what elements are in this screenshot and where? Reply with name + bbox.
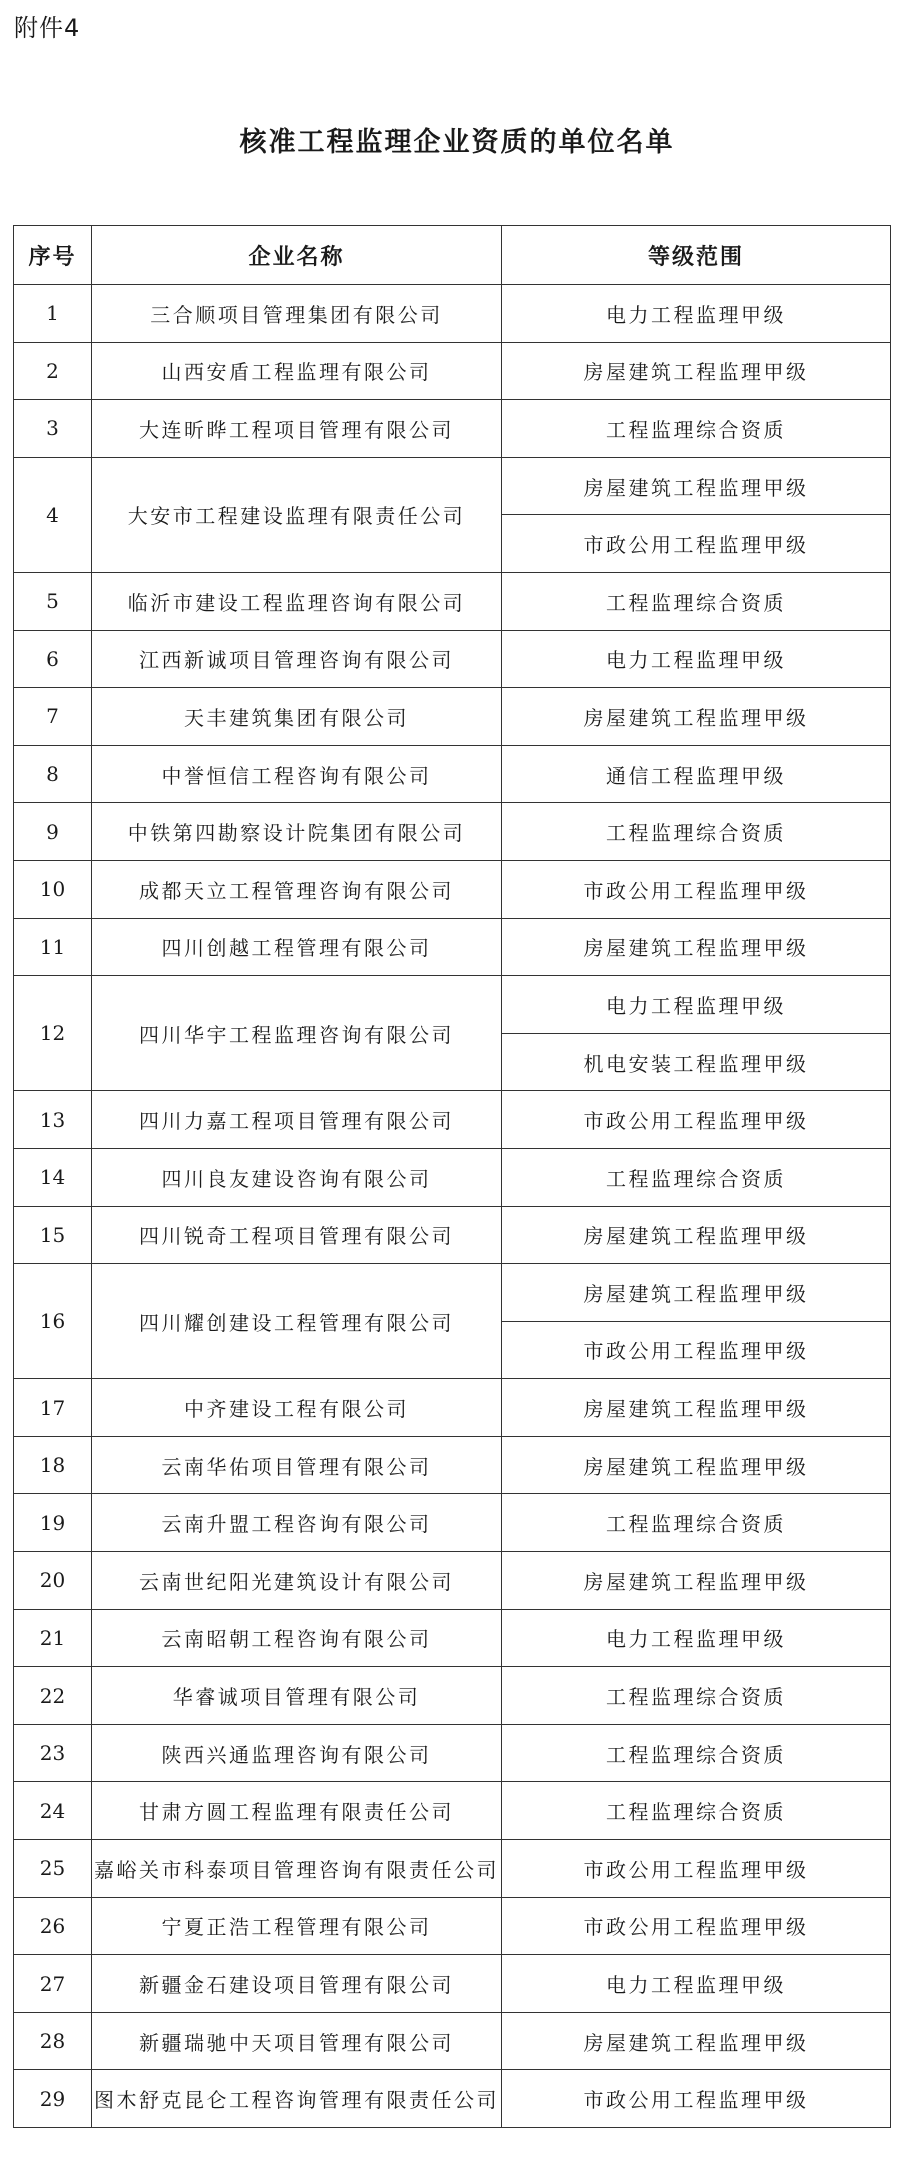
row-seq: 24 [14,1782,92,1840]
document-title: 核准工程监理企业资质的单位名单 [239,127,675,158]
row-scope: 电力工程监理甲级 [502,630,891,688]
table-row [14,630,891,688]
row-company-name: 四川良友建设咨询有限公司 [92,1148,502,1206]
row-company-name: 嘉峪关市科泰项目管理咨询有限责任公司 [92,1840,502,1898]
table-row [14,2070,891,2128]
table-row [14,285,891,343]
row-scope: 工程监理综合资质 [502,400,891,458]
table-body [14,285,891,2128]
row-scope: 市政公用工程监理甲级 [502,1091,891,1149]
row-company-name: 临沂市建设工程监理咨询有限公司 [92,572,502,630]
row-seq: 4 [14,457,92,572]
row-seq: 12 [14,976,92,1091]
row-company-name: 新疆金石建设项目管理有限公司 [92,1955,502,2013]
row-scope: 工程监理综合资质 [502,1494,891,1552]
row-scope: 电力工程监理甲级 [502,976,891,1034]
table-row [14,1206,891,1264]
row-seq: 21 [14,1609,92,1667]
row-seq: 29 [14,2070,92,2128]
row-seq: 2 [14,342,92,400]
row-scope: 房屋建筑工程监理甲级 [502,1264,891,1322]
row-company-name: 三合顺项目管理集团有限公司 [92,285,502,343]
row-scope: 工程监理综合资质 [502,803,891,861]
row-scope: 工程监理综合资质 [502,572,891,630]
header-seq: 序号 [14,226,92,285]
row-company-name: 中齐建设工程有限公司 [92,1379,502,1437]
row-scope: 电力工程监理甲级 [502,285,891,343]
row-seq: 9 [14,803,92,861]
row-scope: 房屋建筑工程监理甲级 [502,1436,891,1494]
table-header-row [14,226,891,285]
row-scope: 市政公用工程监理甲级 [502,860,891,918]
row-scope: 工程监理综合资质 [502,1148,891,1206]
row-scope: 工程监理综合资质 [502,1782,891,1840]
table-row [14,1667,891,1725]
row-scope: 房屋建筑工程监理甲级 [502,1552,891,1610]
row-scope: 房屋建筑工程监理甲级 [502,342,891,400]
row-company-name: 图木舒克昆仑工程咨询管理有限责任公司 [92,2070,502,2128]
table-row [14,803,891,861]
table-row [14,1609,891,1667]
row-seq: 15 [14,1206,92,1264]
table-row [14,1552,891,1610]
row-scope: 电力工程监理甲级 [502,1609,891,1667]
table-row [14,2012,891,2070]
row-company-name: 华睿诚项目管理有限公司 [92,1667,502,1725]
row-seq: 17 [14,1379,92,1437]
header-company-name: 企业名称 [92,226,502,285]
row-scope: 电力工程监理甲级 [502,1955,891,2013]
table-row [14,1724,891,1782]
row-seq: 13 [14,1091,92,1149]
row-company-name: 江西新诚项目管理咨询有限公司 [92,630,502,688]
table-row [14,1436,891,1494]
table-row [14,745,891,803]
table-row [14,572,891,630]
table-row [14,1264,891,1322]
row-scope: 房屋建筑工程监理甲级 [502,457,891,515]
row-company-name: 甘肃方圆工程监理有限责任公司 [92,1782,502,1840]
table-row [14,918,891,976]
row-seq: 16 [14,1264,92,1379]
row-scope: 房屋建筑工程监理甲级 [502,2012,891,2070]
row-company-name: 中铁第四勘察设计院集团有限公司 [92,803,502,861]
row-seq: 22 [14,1667,92,1725]
row-company-name: 四川力嘉工程项目管理有限公司 [92,1091,502,1149]
row-seq: 1 [14,285,92,343]
row-scope: 市政公用工程监理甲级 [502,515,891,573]
row-scope: 市政公用工程监理甲级 [502,1321,891,1379]
row-company-name: 陕西兴通监理咨询有限公司 [92,1724,502,1782]
row-seq: 5 [14,572,92,630]
row-company-name: 新疆瑞驰中天项目管理有限公司 [92,2012,502,2070]
row-seq: 6 [14,630,92,688]
row-seq: 10 [14,860,92,918]
row-company-name: 四川创越工程管理有限公司 [92,918,502,976]
row-company-name: 云南华佑项目管理有限公司 [92,1436,502,1494]
table-row [14,342,891,400]
row-seq: 3 [14,400,92,458]
table-row [14,457,891,515]
table-row [14,688,891,746]
table-row [14,1148,891,1206]
row-company-name: 四川锐奇工程项目管理有限公司 [92,1206,502,1264]
row-scope: 通信工程监理甲级 [502,745,891,803]
table-row [14,1782,891,1840]
row-seq: 14 [14,1148,92,1206]
row-scope: 市政公用工程监理甲级 [502,2070,891,2128]
table-row [14,1840,891,1898]
row-seq: 20 [14,1552,92,1610]
row-company-name: 宁夏正浩工程管理有限公司 [92,1897,502,1955]
row-scope: 房屋建筑工程监理甲级 [502,688,891,746]
row-seq: 26 [14,1897,92,1955]
table-row [14,400,891,458]
row-seq: 27 [14,1955,92,2013]
row-scope: 工程监理综合资质 [502,1724,891,1782]
row-scope: 房屋建筑工程监理甲级 [502,1206,891,1264]
row-scope: 工程监理综合资质 [502,1667,891,1725]
row-scope: 市政公用工程监理甲级 [502,1897,891,1955]
attachment-label: 附件4 [14,14,81,42]
row-seq: 19 [14,1494,92,1552]
row-seq: 8 [14,745,92,803]
row-scope: 市政公用工程监理甲级 [502,1840,891,1898]
row-seq: 11 [14,918,92,976]
qualification-table [13,225,891,2128]
table-row [14,1091,891,1149]
row-company-name: 中誉恒信工程咨询有限公司 [92,745,502,803]
row-company-name: 山西安盾工程监理有限公司 [92,342,502,400]
row-company-name: 云南升盟工程咨询有限公司 [92,1494,502,1552]
table-row [14,860,891,918]
table-row [14,1379,891,1437]
row-scope: 房屋建筑工程监理甲级 [502,1379,891,1437]
row-company-name: 四川华宇工程监理咨询有限公司 [92,976,502,1091]
row-scope: 房屋建筑工程监理甲级 [502,918,891,976]
row-company-name: 大安市工程建设监理有限责任公司 [92,457,502,572]
row-company-name: 天丰建筑集团有限公司 [92,688,502,746]
row-company-name: 云南昭朝工程咨询有限公司 [92,1609,502,1667]
row-seq: 7 [14,688,92,746]
row-seq: 28 [14,2012,92,2070]
row-seq: 23 [14,1724,92,1782]
table-row [14,976,891,1034]
row-company-name: 四川耀创建设工程管理有限公司 [92,1264,502,1379]
table-row [14,1494,891,1552]
row-seq: 18 [14,1436,92,1494]
row-company-name: 成都天立工程管理咨询有限公司 [92,860,502,918]
table-row [14,1897,891,1955]
row-company-name: 大连昕晔工程项目管理有限公司 [92,400,502,458]
table-row [14,1955,891,2013]
row-seq: 25 [14,1840,92,1898]
row-scope: 机电安装工程监理甲级 [502,1033,891,1091]
header-scope: 等级范围 [502,226,891,285]
row-company-name: 云南世纪阳光建筑设计有限公司 [92,1552,502,1610]
